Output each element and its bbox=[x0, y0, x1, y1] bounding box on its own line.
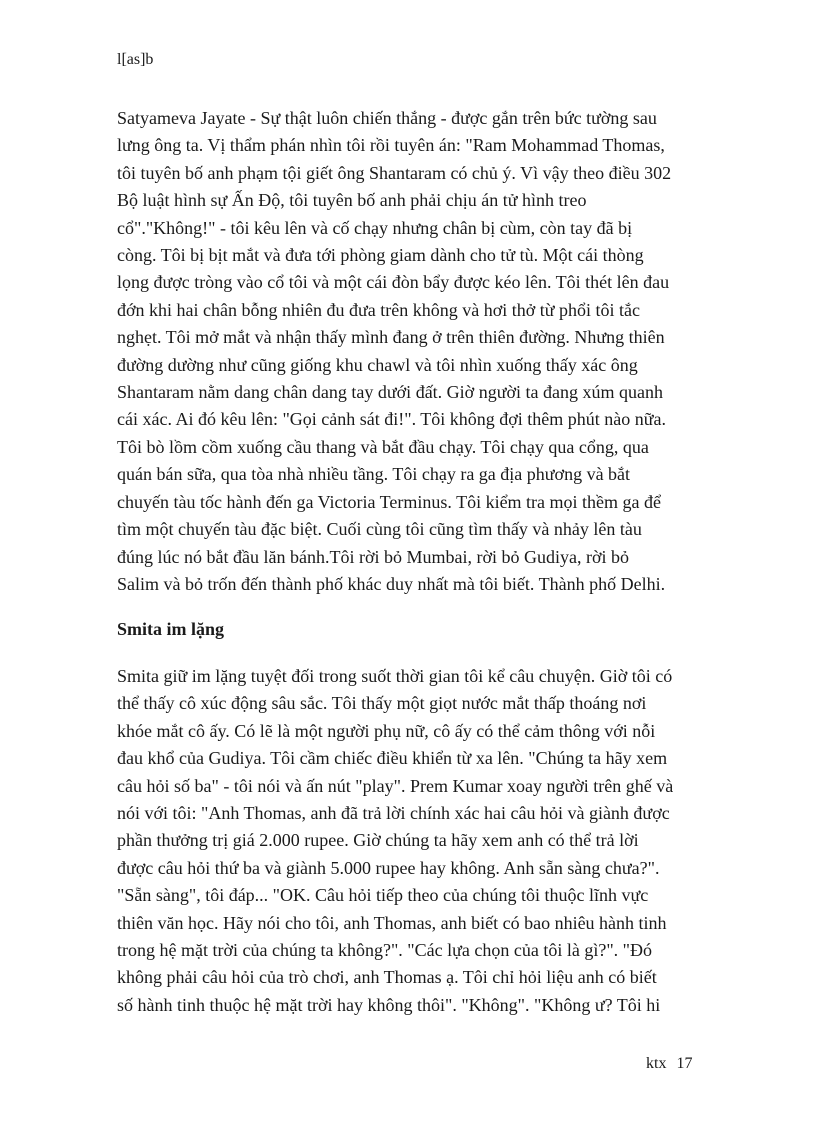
text-line: nghẹt. Tôi mở mắt và nhận thấy mình đang ở trên thiên đường. Nhưng thiên bbox=[117, 327, 665, 348]
text-line: Shantaram nằm dang chân dang tay dưới đất. Giờ người ta đang xúm quanh bbox=[117, 382, 663, 403]
page-number: 17 bbox=[676, 1055, 693, 1072]
paragraph-2 bbox=[117, 663, 707, 1019]
text-line: không phải câu hỏi của trò chơi, anh Thomas ạ. Tôi chỉ hỏi liệu anh có biết bbox=[117, 967, 657, 988]
text-line: Satyameva Jayate - Sự thật luôn chiến thắng - được gắn trên bức tường sau bbox=[117, 108, 657, 128]
text-line: còng. Tôi bị bịt mắt và đưa tới phòng giam dành cho tử tù. Một cái thòng bbox=[117, 245, 644, 266]
text-line: thể thấy cô xúc động sâu sắc. Tôi thấy một giọt nước mắt thấp thoáng nơi bbox=[117, 693, 647, 714]
text-line: lưng ông ta. Vị thẩm phán nhìn tôi rồi tuyên án: "Ram Mohammad Thomas, bbox=[117, 135, 665, 156]
text-line: Salim và bỏ trốn đến thành phố khác duy nhất mà tôi biết. Thành phố Delhi. bbox=[117, 573, 666, 594]
footer-label: ktx bbox=[646, 1055, 667, 1072]
text-line: cổ"."Không!" - tôi kêu lên và cố chạy nhưng chân bị cùm, còn tay đã bị bbox=[117, 217, 633, 238]
text-line: "Sẵn sàng", tôi đáp... "OK. Câu hỏi tiếp theo của chúng tôi thuộc lĩnh vực bbox=[117, 885, 649, 906]
text-line: thiên văn học. Hãy nói cho tôi, anh Thomas, anh biết có bao nhiêu hành tinh bbox=[117, 912, 667, 933]
text-line: tôi tuyên bố anh phạm tội giết ông Shantaram có chủ ý. Vì vậy theo điều 302 bbox=[117, 162, 672, 183]
text-line: chuyến tàu tốc hành đến ga Victoria Terminus. Tôi kiểm tra mọi thềm ga để bbox=[117, 491, 662, 512]
text-line: đúng lúc nó bắt đầu lăn bánh.Tôi rời bỏ Mumbai, rời bỏ Gudiya, rời bỏ bbox=[117, 546, 629, 567]
text-line: số hành tinh thuộc hệ mặt trời hay không thôi". "Không". "Không ư? Tôi hi bbox=[117, 994, 661, 1015]
text-line: cái xác. Ai đó kêu lên: "Gọi cảnh sát đi!". Tôi không đợi thêm phút nào nữa. bbox=[117, 409, 667, 430]
text-line: đớn khi hai chân bỗng nhiên đu đưa trên không và hơi thở từ phổi tôi tắc bbox=[117, 299, 640, 320]
text-line: đường dường như cũng giống khu chawl và tôi nhìn xuống thấy xác ông bbox=[117, 354, 638, 375]
section-heading: Smita im lặng bbox=[117, 619, 225, 639]
header-text: l[as]b bbox=[117, 51, 154, 68]
text-line: đau khổ của Gudiya. Tôi cầm chiếc điều khiển từ xa lên. "Chúng ta hãy xem bbox=[117, 748, 668, 769]
paragraph-1 bbox=[117, 105, 707, 598]
text-line: lọng được tròng vào cổ tôi và một cái đòn bẩy được kéo lên. Tôi thét lên đau bbox=[117, 272, 670, 293]
page-footer bbox=[646, 1054, 692, 1074]
text-line: tìm một chuyến tàu đặc biệt. Cuối cùng tôi cũng tìm thấy và nhảy lên tàu bbox=[117, 519, 642, 540]
text-line: nói với tôi: "Anh Thomas, anh đã trả lời chính xác hai câu hỏi và giành được bbox=[117, 803, 670, 824]
text-line: Tôi bò lồm cồm xuống cầu thang và bắt đầu chạy. Tôi chạy qua cổng, qua bbox=[117, 436, 649, 457]
text-line: được câu hỏi thứ ba và giành 5.000 rupee hay không. Anh sẵn sàng chưa?". bbox=[117, 857, 660, 878]
text-line: câu hỏi số ba" - tôi nói và ấn nút "play". Prem Kumar xoay người trên ghế và bbox=[117, 775, 674, 796]
text-line: trong hệ mặt trời của chúng ta không?". "Các lựa chọn của tôi là gì?". "Đó bbox=[117, 940, 653, 961]
text-line: quán bán sữa, qua tòa nhà nhiều tầng. Tôi chạy ra ga địa phương và bắt bbox=[117, 464, 631, 485]
text-line: phần thưởng trị giá 2.000 rupee. Giờ chúng ta hãy xem anh có thể trả lời bbox=[117, 830, 639, 851]
text-line: khóe mắt cô ấy. Có lẽ là một người phụ nữ, cô ấy có thể cảm thông với nỗi bbox=[117, 720, 656, 741]
page-header bbox=[117, 50, 153, 70]
text-line: Smita giữ im lặng tuyệt đối trong suốt thời gian tôi kể câu chuyện. Giờ tôi có bbox=[117, 666, 673, 686]
text-line: Bộ luật hình sự Ấn Độ, tôi tuyên bố anh phải chịu án tử hình treo bbox=[117, 190, 587, 211]
